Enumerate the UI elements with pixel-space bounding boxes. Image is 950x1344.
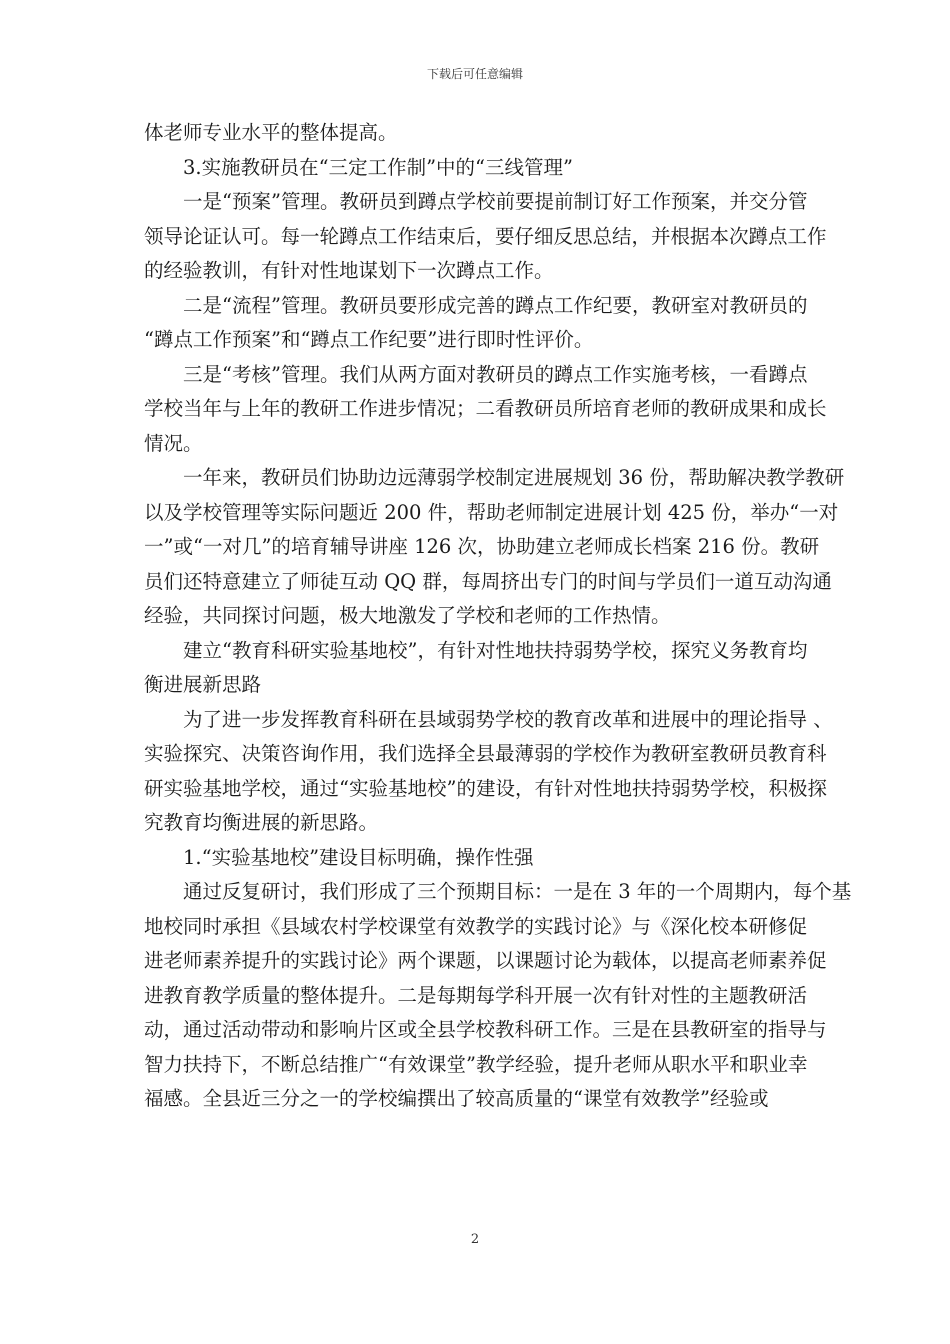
text-line: 三是“考核”管理。我们从两方面对教研员的蹲点工作实施考核，一看蹲点 (183, 362, 808, 386)
page-header: 下载后可任意编辑 (426, 67, 523, 81)
text-line: 一是“预案”管理。教研员到蹲点学校前要提前制订好工作预案，并交分管 (183, 190, 808, 213)
text-line: 智力扶持下，不断总结推广“有效课堂”教学经验，提升老师从职水平和职业幸 (144, 1052, 808, 1076)
text-line: 地校同时承担《县域农村学校课堂有效教学的实践讨论》与《深化校本研修促 (144, 914, 808, 938)
page-number: 2 (470, 1232, 480, 1247)
section-heading: 建立“教育科研实验基地校”，有针对性地扶持弱势学校，探究义务教育均 (183, 638, 808, 662)
text-line: 进老师素养提升的实践讨论》两个课题，以课题讨论为载体，以提高老师素养促 (144, 949, 827, 972)
section-heading: 3.实施教研员在“三定工作制”中的“三线管理” (183, 155, 573, 179)
text-line: 为了进一步发挥教育科研在县域弱势学校的教育改革和进展中的理论指导 、 (183, 707, 833, 731)
text-line: 情况。 (144, 431, 203, 455)
text-line: 体老师专业水平的整体提高。 (144, 121, 398, 144)
text-line: 实验探究、决策咨询作用，我们选择全县最薄弱的学校作为教研室教研员教育科 (144, 742, 827, 765)
text-line: 通过反复研讨，我们形成了三个预期目标：一是在 3 年的一个周期内，每个基 (183, 880, 852, 903)
text-line: 动，通过活动带动和影响片区或全县学校教科研工作。三是在县教研室的指导与 (144, 1018, 827, 1041)
document-body (144, 116, 852, 1117)
section-heading: 衡进展新思路 (144, 673, 262, 696)
text-line: 的经验教训，有针对性地谋划下一次蹲点工作。 (144, 259, 554, 282)
text-line: 研实验基地学校，通过“实验基地校”的建设，有针对性地扶持弱势学校，积极探 (144, 776, 827, 800)
text-line: 以及学校管理等实际问题近 200 件，帮助老师制定进展计划 425 份，举办“一对 (144, 500, 839, 524)
text-line: 究教育均衡进展的新思路。 (144, 811, 379, 834)
text-line: 学校当年与上年的教研工作进步情况；二看教研员所培育老师的教研成果和成长 (144, 397, 827, 420)
text-line: 进教育教学质量的整体提升。二是每期每学科开展一次有针对性的主题教研活 (144, 983, 808, 1007)
text-line: 领导论证认可。每一轮蹲点工作结束后，要仔细反思总结，并根据本次蹲点工作 (144, 224, 827, 248)
text-line: “蹲点工作预案”和“蹲点工作纪要”进行即时性评价。 (144, 328, 594, 351)
text-line: 二是“流程”管理。教研员要形成完善的蹲点工作纪要，教研室对教研员的 (183, 293, 808, 317)
section-heading: 1.“实验基地校”建设目标明确，操作性强 (183, 845, 534, 869)
text-line: 一”或“一对几”的培育辅导讲座 126 次，协助建立老师成长档案 216 份。教研 (144, 535, 820, 558)
text-line: 福感。全县近三分之一的学校编撰出了较高质量的“课堂有效教学”经验或 (144, 1087, 769, 1110)
text-line: 一年来，教研员们协助边远薄弱学校制定进展规划 36 份，帮助解决教学教研 (183, 466, 845, 489)
text-line: 员们还特意建立了师徒互动 QQ 群，每周挤出专门的时间与学员们一道互动沟通 (144, 569, 832, 593)
text-line: 经验，共同探讨问题，极大地激发了学校和老师的工作热情。 (144, 604, 671, 627)
